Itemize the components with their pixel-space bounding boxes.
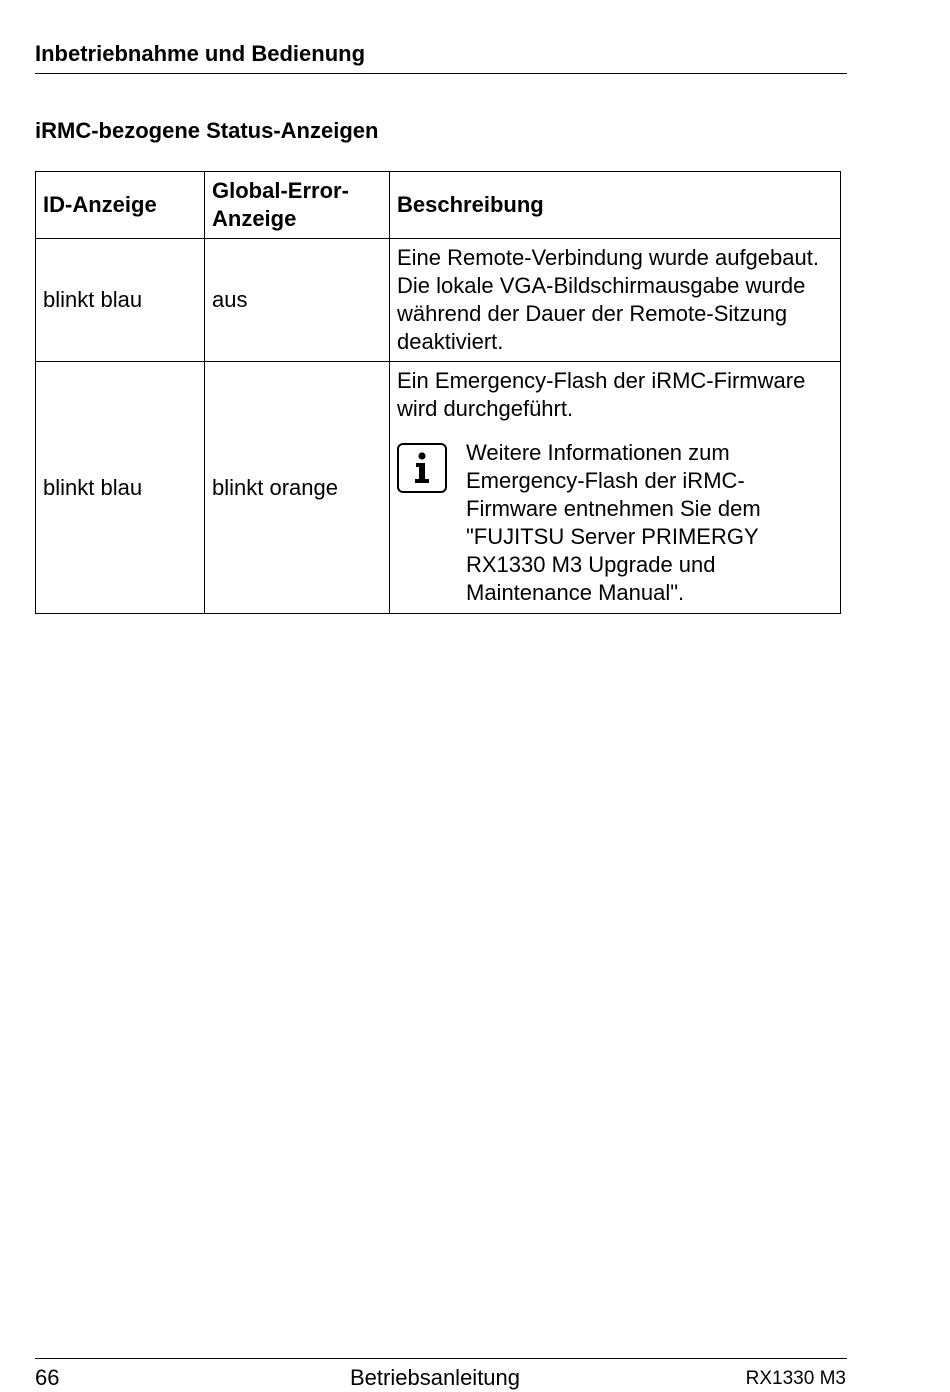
description-text: Ein Emergency-Flash der iRMC-Firmware wird durchgeführt. [397, 368, 806, 421]
table-row [36, 239, 841, 362]
column-header-global-error-label: Global-Error- Anzeige [212, 178, 349, 231]
status-table [35, 171, 841, 614]
document-type: Betriebsanleitung [350, 1365, 521, 1390]
footer-divider [35, 1358, 847, 1359]
cell-description [390, 362, 841, 614]
info-icon-glyph [411, 452, 433, 484]
cell-global-error: aus [205, 239, 390, 362]
cell-id-display: blinkt blau [36, 362, 205, 614]
column-header-global-error [205, 172, 390, 239]
cell-id-display: blinkt blau [36, 239, 205, 362]
info-note-text: Weitere Informationen zum Emergency-Flash der iRMC-Firmware entnehmen Sie dem "FUJITSU Server PRIMERGY RX1330 M3 Upgrade und Maintenance Manual". [466, 440, 761, 605]
info-icon [397, 443, 447, 493]
cell-global-error: blinkt orange [205, 362, 390, 614]
cell-description [390, 239, 841, 362]
description-text: Eine Remote-Verbindung wurde aufgebaut. Die lokale VGA-Bildschirmausgabe wurde während der Dauer der Remote-Sitzung deaktiviert. [397, 245, 819, 354]
table-header-row [36, 172, 841, 239]
running-header: Inbetriebnahme und Bedienung [35, 41, 366, 66]
header-divider [35, 73, 847, 74]
table-row [36, 362, 841, 614]
page-number: 66 [35, 1365, 60, 1390]
model-name: RX1330 M3 [745, 1368, 846, 1389]
section-title: iRMC-bezogene Status-Anzeigen [35, 118, 379, 143]
info-note [397, 439, 833, 613]
column-header-description: Beschreibung [390, 172, 841, 239]
column-header-id-display: ID-Anzeige [36, 172, 205, 239]
